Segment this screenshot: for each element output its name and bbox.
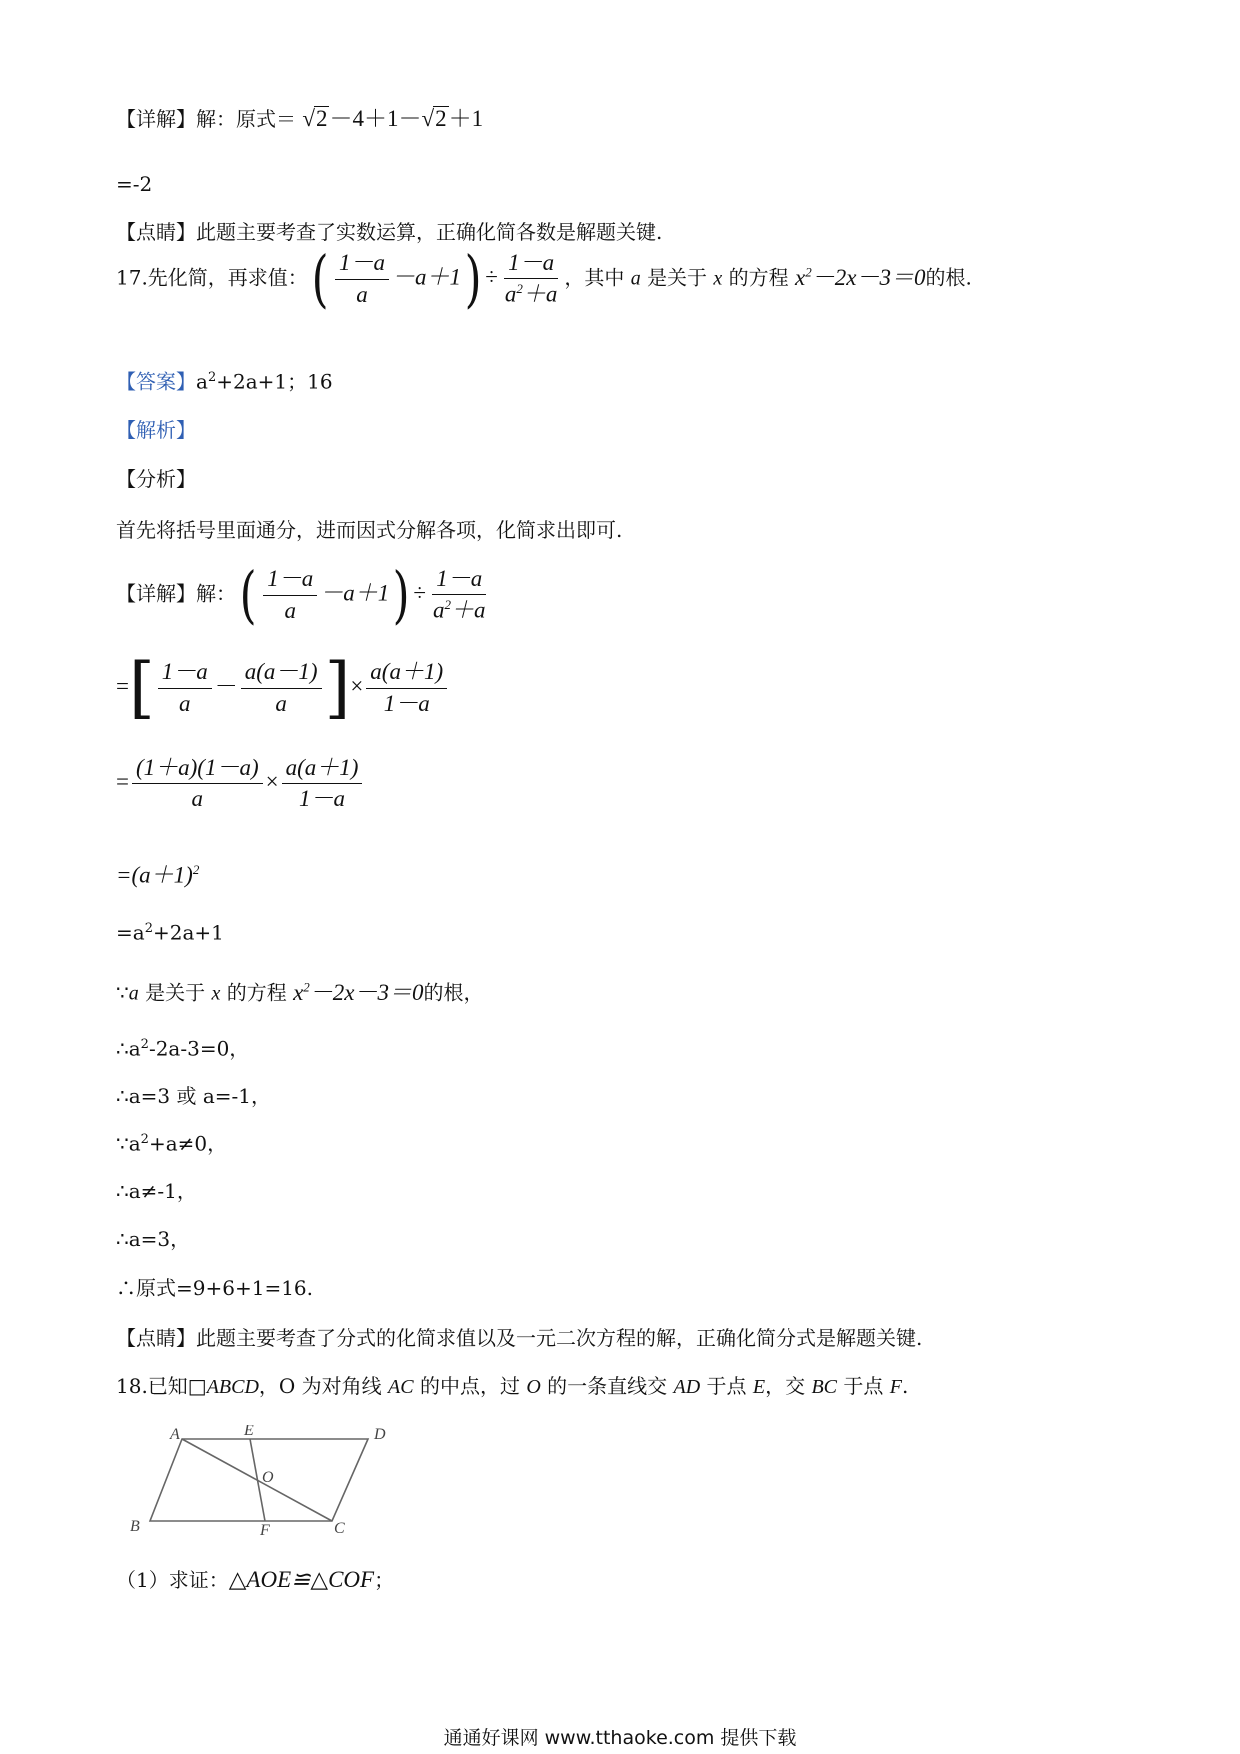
- detail-label: 【详解】: [116, 107, 196, 131]
- detail-step-11: ∴a=3，: [116, 1227, 191, 1251]
- detail-step-9: $\because a^2+a\ne 0$，: [116, 1131, 228, 1156]
- label-d: D: [374, 1426, 386, 1443]
- sqrt-expression: √2－4＋1－√2＋1: [302, 106, 484, 131]
- comment-line-2: 【点睛】此题主要考查了分式的化简求值以及一元二次方程的解，正确化简分式是解题关键.: [116, 1326, 923, 1350]
- fraction: $\frac{1-a}{a^2+a}$: [504, 250, 558, 307]
- detail-step-5: $=a^2+2a+1$: [116, 920, 224, 945]
- label-f: F: [260, 1522, 270, 1535]
- question-17: 17.先化简，再求值：( $\frac{1-a}{a}$ －a＋1) ÷ $\frac{1-a}{a^2+a}$ ，其中 a 是关于 x 的方程 $x^2-2x-3=0$的根.: [116, 242, 972, 315]
- detail-step-3: = $\frac{(1+a)(1-a)}{a}$ × $\frac{a(a+1)}{1-a}$: [116, 756, 365, 811]
- detail-line-1: [116, 106, 483, 130]
- fenxi-label: 【分析】: [116, 467, 196, 491]
- fraction: $\frac{1-a}{a}$: [335, 251, 389, 306]
- label-e: E: [244, 1425, 254, 1439]
- analysis-label: 【解析】: [116, 418, 196, 442]
- detail-step-12: ∴原式=9+6+1=16.: [116, 1276, 314, 1300]
- footer: 通通好课网 www.tthaoke.com 提供下载: [443, 1727, 797, 1749]
- comment-line-1: 【点睛】此题主要考查了实数运算，正确化简各数是解题关键.: [116, 220, 663, 244]
- detail-step-7: $\therefore a^2-2a-3=0$，: [116, 1036, 250, 1061]
- detail-step-4: $=(a+1)^2$: [116, 862, 200, 888]
- answer-label: 【答案】: [116, 369, 196, 394]
- label-c: C: [334, 1520, 345, 1535]
- detail-text: 解：原式＝: [196, 107, 296, 131]
- parallelogram-abcd: [150, 1439, 368, 1521]
- question-18: 18.已知□ABCD，O 为对角线 AC 的中点，过 O 的一条直线交 AD 于点 E，交 BC 于点 F.: [116, 1374, 909, 1398]
- fenxi-text: 首先将括号里面通分，进而因式分解各项，化简求出即可.: [116, 518, 623, 542]
- detail-step-8: ∴a=3 或 a=-1，: [116, 1084, 272, 1108]
- label-b: B: [130, 1518, 140, 1535]
- detail-step-6: ∵a 是关于 x 的方程 $x^2-2x-3=0$的根，: [116, 979, 484, 1005]
- result-line: =-2: [116, 172, 153, 196]
- label-a: A: [170, 1426, 180, 1443]
- detail-step-1: 【详解】解：( $\frac{1-a}{a}$ －a＋1) ÷ $\frac{1-a}{a^2+a}$: [116, 558, 486, 631]
- question-18-part-1: （1）求证：△AOE≌△COF；: [116, 1567, 395, 1592]
- detail-step-2: =[ $\frac{1-a}{a}$ － $\frac{a(a-1)}{a}$ ]× $\frac{a(a+1)}{1-a}$: [116, 655, 450, 721]
- parallelogram-figure: [120, 1425, 410, 1535]
- label-o: O: [262, 1469, 274, 1486]
- detail-step-10: ∴a≠-1，: [116, 1179, 197, 1203]
- answer-line: 【答案】$a^2+2a+1$；16: [116, 369, 333, 394]
